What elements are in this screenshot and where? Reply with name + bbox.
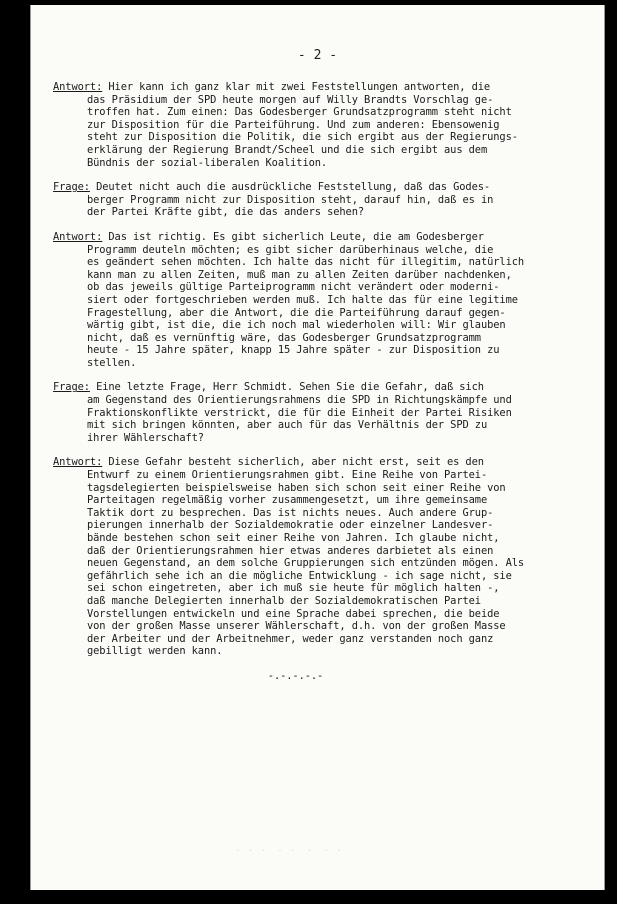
paragraph-line: mit sich bringen könnten, aber auch für das Verhältnis der SPD zu: [87, 419, 488, 432]
paragraph-line: ob das jeweils gültige Parteiprogramm nicht verändert oder moderni-: [87, 281, 500, 294]
paragraph-line: daß manche Delegierten innerhalb der Sozialdemokratischen Partei: [87, 594, 481, 607]
paragraph-line: der Arbeiter und der Arbeitnehmer, weder ganz verstanden noch ganz: [87, 632, 494, 645]
faded-stamp: · · · · · · · ·: [181, 847, 342, 855]
paragraph-line: der Partei Kräfte gibt, die das anders sehen?: [87, 206, 365, 219]
paragraph-line: kann man zu allen Zeiten, muß man zu allen Zeiten darüber nachdenken,: [87, 268, 512, 281]
paragraph-line: heute - 15 Jahre später, knapp 15 Jahre später - zur Disposition zu: [87, 344, 500, 357]
paragraph-line: ihrer Wählerschaft?: [87, 431, 204, 444]
transcript-paragraph: [53, 181, 598, 219]
paragraph-line: Fragestellung, aber die Antwort, die die Parteiführung darauf gegen-: [87, 306, 506, 319]
paragraph-first-line: Deutet nicht auch die ausdrückliche Feststellung, daß das Godes-: [89, 181, 491, 194]
paragraph-line: bände bestehen schon seit einer Reihe von Jahren. Ich glaube nicht,: [87, 532, 500, 544]
paragraph-line: sei schon eingetreten, aber ich muß sie heute für möglich halten -,: [87, 582, 500, 595]
speaker-label: Frage:: [53, 381, 90, 394]
paragraph-first-line: Das ist richtig. Es gibt sicherlich Leute, die am Godesberger: [102, 230, 484, 243]
paragraph-line: tagsdelegierten beispielsweise haben sich schon seit einer Reihe von: [87, 481, 506, 494]
paragraph-line: gebilligt werden kann.: [87, 645, 223, 658]
paragraph-line: Fraktionskonflikte verstrickt, die für die Einheit der Partei Risiken: [87, 406, 512, 419]
paragraph-line: Entwurf zu einem Orientierungsrahmen gibt. Eine Reihe von Partei-: [87, 469, 488, 482]
paragraph-line: es geändert sehen möchten. Ich halte das nicht für illegitim, natürlich: [87, 256, 525, 269]
paragraph-line: troffen hat. Zum einen: Das Godesberger Grundsatzprogramm steht nicht: [87, 106, 512, 119]
paragraph-line: Bündnis der sozial-liberalen Koalition.: [87, 156, 328, 169]
paragraph-first-line: Hier kann ich ganz klar mit zwei Feststellungen antworten, die: [102, 81, 491, 93]
paragraph-first-line: Eine letzte Frage, Herr Schmidt. Sehen Sie die Gefahr, daß sich: [89, 381, 484, 394]
paragraph-line: siert oder fortgeschrieben werden muß. Ich halte das für eine legitime: [87, 293, 518, 306]
paragraph-line: Taktik dort zu besprechen. Das ist nichts neues. Auch andere Grup-: [87, 506, 494, 519]
paragraph-line: das Präsidium der SPD heute morgen auf Willy Brandts Vorschlag ge-: [87, 93, 494, 106]
paragraph-line: pierungen innerhalb der Sozialdemokratie oder einzelner Landesver-: [87, 519, 494, 532]
paragraph-line: erklärung der Regierung Brandt/Scheel und die sich ergibt aus dem: [87, 143, 488, 156]
paragraph-first-line: Diese Gefahr besteht sicherlich, aber nicht erst, seit es den: [102, 456, 484, 469]
page-number: - 2 -: [297, 48, 338, 63]
speaker-label: Antwort:: [53, 456, 103, 469]
paragraph-line: neuen Gegenstand, an dem solche Gruppierungen sich entzünden mögen. Als: [87, 557, 525, 570]
paragraph-line: von der großen Masse unserer Wählerschaft, d.h. von der großen Masse: [87, 620, 506, 633]
paragraph-line: steht zur Disposition die Politik, die sich ergibt aus der Regierungs-: [87, 131, 518, 144]
paragraph-line: wärtig gibt, ist die, die ich noch mal wiederholen will: Wir glauben: [87, 319, 506, 332]
paragraph-line: Vorstellungen entwickeln und eine Sprache dabei sprechen, die beide: [87, 607, 500, 620]
transcript-paragraph: [53, 456, 598, 658]
transcript-paragraph: [53, 231, 598, 370]
paragraph-line: nicht, daß es vernünftig wäre, das Godesberger Grundsatzprogramm: [87, 331, 481, 344]
paragraph-line: gefährlich sehe ich an die mögliche Entwicklung - ich sage nicht, sie: [87, 569, 512, 582]
paragraph-line: zur Disposition für die Parteiführung. Und zum anderen: Ebensowenig: [87, 118, 500, 131]
paragraph-line: Parteitagen regelmäßig vorher zusammengesetzt, um ihre gemeinsame: [87, 494, 488, 507]
speaker-label: Frage:: [53, 181, 90, 194]
speaker-label: Antwort:: [53, 230, 103, 243]
interview-transcript: [53, 81, 598, 683]
paragraph-line: daß der Orientierungsrahmen hier etwas anderes darbietet als einen: [87, 544, 494, 557]
paragraph-line: am Gegenstand des Orientierungsrahmens die SPD in Richtungskämpfe und: [87, 394, 512, 407]
speaker-label: Antwort:: [53, 81, 103, 93]
paragraph-line: Programm deuteln möchten; es gibt sicher darüberhinaus welche, die: [87, 243, 494, 256]
transcript-paragraph: [53, 381, 598, 444]
document-page: [30, 5, 605, 890]
paragraph-line: stellen.: [87, 356, 137, 369]
paragraph-line: berger Programm nicht zur Disposition steht, darauf hin, daß es in: [87, 193, 494, 206]
end-mark: -.-.-.-.-: [267, 669, 324, 682]
transcript-paragraph: [53, 81, 598, 169]
